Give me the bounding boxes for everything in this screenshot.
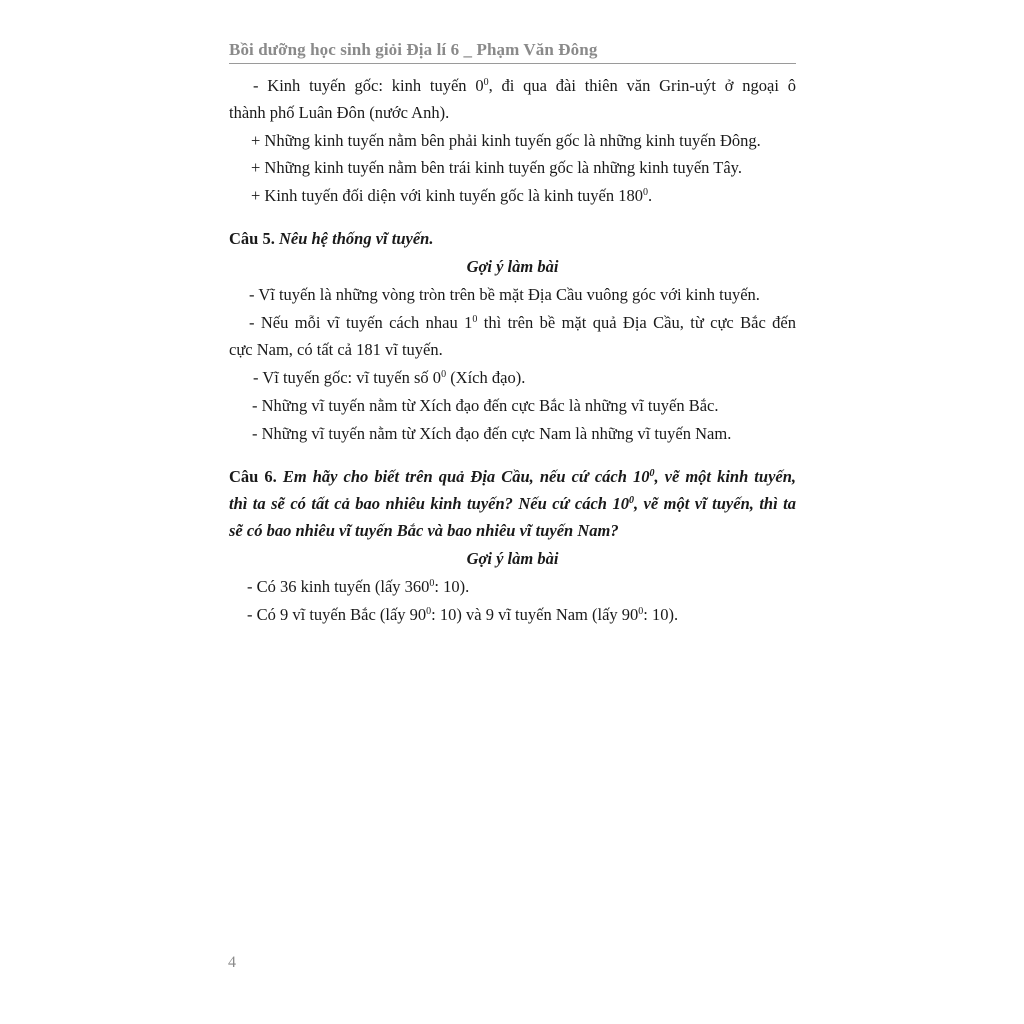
degree-sup: 0 <box>426 606 432 617</box>
degree-sup: 0 <box>429 578 435 589</box>
meridian-line-2: thành phố Luân Đôn (nước Anh). <box>229 103 450 122</box>
meridian-line-3: + Những kinh tuyến nằm bên phải kinh tuyến gốc là những kinh tuyến Đông. <box>251 131 761 150</box>
question-text: Em hãy cho biết trên quả Địa Cầu, nếu cứ cách 10 <box>282 467 650 486</box>
hint-heading: Gợi ý làm bài <box>466 257 559 276</box>
degree-sup: 0 <box>642 187 648 198</box>
text-segment: thì trên bề mặt quả Địa Cầu, từ cực Bắc đến <box>477 313 796 332</box>
question-6-line-2 <box>229 494 796 514</box>
question-text: Nêu hệ thống vĩ tuyến. <box>278 229 434 248</box>
question-text: thì ta sẽ có tất cả bao nhiêu kinh tuyến? Nếu cứ cách 10 <box>229 494 629 513</box>
question-label: Câu 5. <box>229 229 275 248</box>
question-6-line-1 <box>229 467 796 487</box>
text-segment: - Vĩ tuyến gốc: vĩ tuyến số 0 <box>253 368 442 387</box>
meridian-line-4: + Những kinh tuyến nằm bên trái kinh tuyến gốc là những kinh tuyến Tây. <box>251 158 742 177</box>
text-segment: - Kinh tuyến gốc: kinh tuyến 0 <box>253 76 484 95</box>
meridian-line-5 <box>251 186 652 206</box>
text-segment: - Có 9 vĩ tuyến Bắc (lấy 90 <box>247 605 427 624</box>
page-number: 4 <box>228 954 236 971</box>
question-label: Câu 6. <box>229 467 277 486</box>
degree-sup: 0 <box>649 468 655 479</box>
text-segment: . <box>647 186 653 205</box>
degree-sup: 0 <box>638 606 644 617</box>
running-header: Bồi dưỡng học sinh giỏi Địa lí 6 _ Phạm Văn Đông <box>229 40 598 59</box>
q5-line-2 <box>249 313 796 333</box>
text-segment: - Có 36 kinh tuyến (lấy 360 <box>247 577 430 596</box>
text-segment: : 10). <box>434 577 470 596</box>
question-text: , vẽ một vĩ tuyến, thì ta <box>633 494 796 513</box>
q6-answer-2 <box>247 605 678 625</box>
question-6-line-3: sẽ có bao nhiêu vĩ tuyến Bắc và bao nhiêu vĩ tuyến Nam? <box>229 521 619 540</box>
text-segment: : 10). <box>643 605 679 624</box>
meridian-line-1 <box>253 76 796 96</box>
text-segment: : 10) và 9 vĩ tuyến Nam (lấy 90 <box>431 605 639 624</box>
q5-line-3: cực Nam, có tất cả 181 vĩ tuyến. <box>229 340 443 359</box>
q6-answer-1 <box>247 577 469 597</box>
q5-line-4 <box>253 368 525 388</box>
hint-heading: Gợi ý làm bài <box>466 549 559 568</box>
q5-line-1: - Vĩ tuyến là những vòng tròn trên bề mặt Địa Cầu vuông góc với kinh tuyến. <box>249 285 760 304</box>
question-5 <box>229 229 433 249</box>
degree-sup: 0 <box>441 369 447 380</box>
degree-sup: 0 <box>628 495 634 506</box>
text-segment: (Xích đạo). <box>446 368 526 387</box>
question-text: , vẽ một kinh tuyến, <box>654 467 797 486</box>
q5-line-6: - Những vĩ tuyến nằm từ Xích đạo đến cực Nam là những vĩ tuyến Nam. <box>252 424 732 443</box>
text-segment: + Kinh tuyến đối diện với kinh tuyến gốc là kinh tuyến 180 <box>251 186 643 205</box>
q5-line-5: - Những vĩ tuyến nằm từ Xích đạo đến cực Bắc là những vĩ tuyến Bắc. <box>252 396 719 415</box>
text-segment: - Nếu mỗi vĩ tuyến cách nhau 1 <box>249 313 473 332</box>
header-rule <box>229 63 796 64</box>
text-segment: , đi qua đài thiên văn Grin-uýt ở ngoại ô <box>488 76 796 95</box>
degree-sup: 0 <box>472 314 478 325</box>
degree-sup: 0 <box>483 77 489 88</box>
